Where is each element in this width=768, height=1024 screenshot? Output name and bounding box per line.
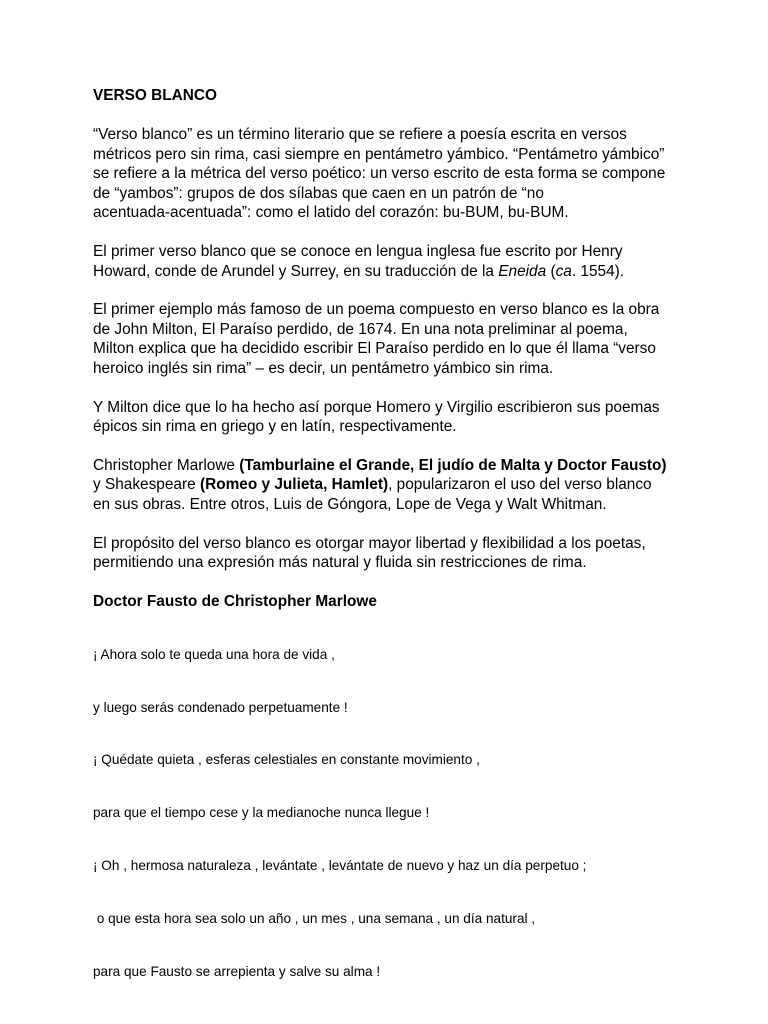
text-span: ( [546,262,556,280]
text-line: Milton explica que ha decidido escribir El Paraíso perdido en lo que él llama “verso [93,340,656,358]
text-line: épicos sin rima en griego y en latín, respectivamente. [93,418,457,436]
text-line: Y Milton dice que lo ha hecho así porque Homero y Virgilio escribieron sus poemas [93,398,660,416]
poem-line: para que el tiempo cese y la medianoche nunca llegue ! [93,805,430,821]
text-span: . 1554). [571,262,625,280]
document-page [93,86,683,1015]
text-line [93,262,683,282]
text-line: de “yambos”: grupos de dos sílabas que caen en un patrón de “no [93,184,544,202]
text-line: heroico inglés sin rima” – es decir, un pentámetro yámbico sin rima. [93,359,554,377]
paragraph-purpose [93,534,683,573]
poem-line: para que Fausto se arrepienta y salve su alma ! [93,963,381,979]
text-line: de John Milton, El Paraíso perdido, de 1674. En una nota preliminar al poema, [93,320,628,338]
italic-circa: ca [555,262,572,280]
paragraph-definition [93,125,683,223]
poem-line: o que esta hora sea solo un año , un mes , una semana , un día natural , [93,910,536,926]
text-line: “Verso blanco” es un término literario que se refiere a poesía escrita en versos [93,126,627,143]
bold-works-shakespeare: (Romeo y Julieta, Hamlet) [199,476,389,494]
paragraph-milton [93,300,683,378]
text-line [93,456,683,476]
text-line [93,475,683,495]
text-line: acentuada-acentuada”: como el latido del corazón: bu-BUM, bu-BUM. [93,204,569,222]
poem-excerpt [93,611,683,1016]
text-line: en sus obras. Entre otros, Luis de Góngora, Lope de Vega y Walt Whitman. [93,495,607,513]
document-title: VERSO BLANCO [93,87,217,104]
text-line: El primer verso blanco que se conoce en lengua inglesa fue escrito por Henry [93,242,623,260]
text-line: El primer ejemplo más famoso de un poema compuesto en verso blanco es la obra [93,301,660,319]
paragraph-first-english [93,242,683,281]
text-line: permitiendo una expresión más natural y fluida sin restricciones de rima. [93,554,587,572]
poem-line: ¡ Oh , hermosa naturaleza , levántate , levántate de nuevo y haz un día perpetuo ; [93,858,587,873]
poem-line: y luego serás condenado perpetuamente ! [93,699,348,715]
text-span: , popularizaron el uso del verso blanco [388,476,652,494]
text-span: y Shakespeare [93,476,200,494]
poem-line: ¡ Ahora solo te queda una hora de vida , [93,646,335,662]
text-line: El propósito del verso blanco es otorgar mayor libertad y flexibilidad a los poetas, [93,534,646,552]
paragraph-homer-virgil [93,398,683,437]
text-span: Christopher Marlowe [93,456,240,474]
text-span: Howard, conde de Arundel y Surrey, en su traducción de la [93,262,499,280]
poem-line: ¡ Quédate quieta , esferas celestiales en constante movimiento , [93,752,480,768]
text-line: métricos pero sin rima, casi siempre en pentámetro yámbico. “Pentámetro yámbico” [93,145,665,163]
poem-title: Doctor Fausto de Christopher Marlowe [93,592,377,610]
italic-title-eneida: Eneida [498,262,547,280]
bold-works-marlowe: (Tamburlaine el Grande, El judío de Malta y Doctor Fausto) [239,456,667,474]
paragraph-marlowe-shakespeare [93,456,683,515]
text-line: se refiere a la métrica del verso poético: un verso escrito de esta forma se compone [93,165,666,183]
